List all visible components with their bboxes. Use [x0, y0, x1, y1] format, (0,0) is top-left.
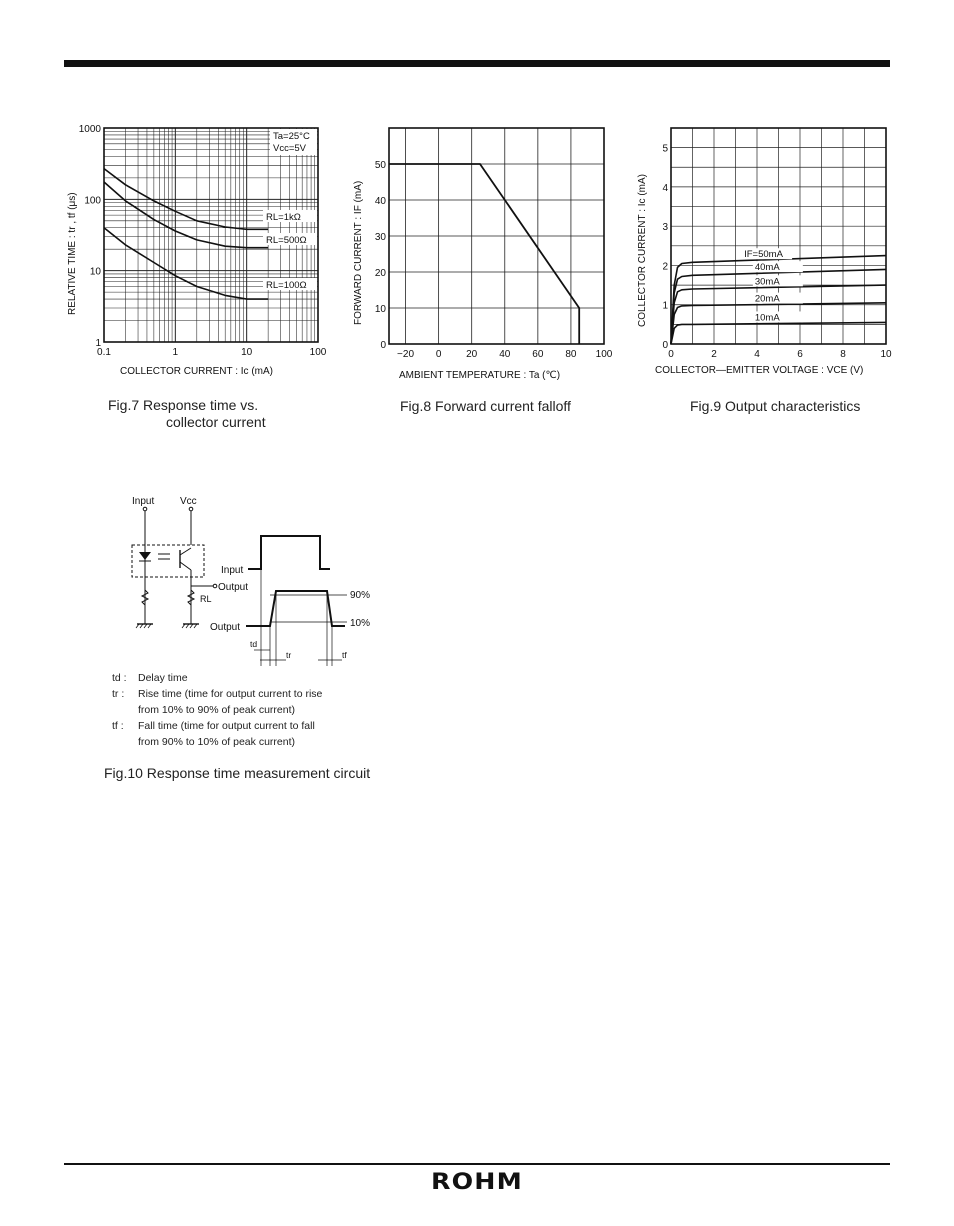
fig7-series-label-500: RL=500Ω	[266, 235, 307, 246]
legend-row-tr-cont: from 10% to 90% of peak current)	[138, 704, 295, 716]
fig8-caption: Fig.8 Forward current falloff	[400, 398, 571, 414]
fig8-ylabel: FORWARD CURRENT : IF (mA)	[353, 180, 364, 325]
fig9-xtick: 0	[668, 349, 674, 360]
wave-90-label: 90%	[350, 590, 371, 601]
fig10-circuit	[110, 490, 380, 670]
circuit-output-label: Output	[218, 582, 249, 593]
fig8-ytick: 40	[374, 196, 386, 207]
fig9-ytick: 4	[662, 182, 668, 194]
fig8-xtick: 0	[435, 349, 442, 360]
fig9-caption: Fig.9 Output characteristics	[690, 398, 861, 414]
top-rule	[64, 60, 890, 67]
fig9-ytick: 2	[662, 261, 668, 273]
fig7-xtick: 100	[309, 347, 327, 358]
fig8-xtick: 20	[466, 349, 478, 360]
wave-td-label: td	[250, 639, 258, 649]
wave-input-trace	[248, 536, 330, 569]
fig7-xtick: 0.1	[97, 347, 111, 358]
circuit-input-label: Input	[132, 496, 155, 507]
fig9-xtick: 8	[840, 349, 846, 360]
legend-row-tr: tr : Rise time (time for output current to rise	[112, 688, 323, 700]
fig10-caption: Fig.10 Response time measurement circuit	[104, 765, 371, 781]
fig9-ylabel: COLLECTOR CURRENT : Ic (mA)	[637, 174, 648, 327]
fig8-ytick: 0	[380, 340, 386, 351]
legend-row-tf-cont: from 90% to 10% of peak current)	[138, 736, 295, 748]
fig7-ytick: 10	[89, 266, 101, 278]
fig7-series-label-100: RL=100Ω	[266, 280, 307, 291]
fig7-ytick: 100	[84, 195, 101, 207]
fig9-ytick: 0	[662, 340, 668, 351]
fig9-series-label: 30mA	[754, 276, 780, 288]
fig9-series-label: IF=50mA	[744, 249, 783, 261]
fig8-chart	[345, 115, 625, 385]
fig7-chart	[60, 115, 340, 385]
fig7-condition-vcc: Vcc=5V	[273, 143, 307, 154]
fig7-caption-line2: collector current	[166, 414, 266, 430]
fig8-ytick: 20	[374, 268, 386, 279]
wave-input-label: Input	[221, 565, 244, 576]
fig8-xtick: −20	[397, 349, 415, 360]
fig9-xlabel: COLLECTOR—EMITTER VOLTAGE : VCE (V)	[655, 365, 864, 376]
fig9-chart	[630, 115, 900, 385]
wave-output-label: Output	[210, 622, 241, 633]
fig9-series-label: 40mA	[754, 262, 780, 274]
fig8-series-0	[389, 164, 579, 344]
fig8-xtick: 100	[595, 349, 613, 360]
fig7-xtick: 1	[172, 347, 179, 358]
fig9-xtick: 10	[880, 349, 892, 360]
fig7-ytick: 1000	[78, 124, 101, 135]
fig9-series-label: 10mA	[754, 312, 780, 324]
wave-10-label: 10%	[350, 618, 371, 629]
fig9-xtick: 4	[754, 349, 760, 360]
legend-row-tf: tf : Fall time (time for output current to fall	[112, 720, 315, 732]
legend-row-td: td : Delay time	[112, 672, 188, 684]
fig8-xtick: 60	[532, 349, 544, 360]
rohm-logo: ROHM	[431, 1170, 523, 1195]
fig8-xtick: 80	[565, 349, 577, 360]
bottom-rule	[64, 1163, 890, 1165]
fig9-ytick: 5	[662, 143, 668, 155]
fig9-ytick: 1	[662, 300, 668, 312]
fig7-condition-ta: Ta=25°C	[273, 131, 310, 142]
fig8-ytick: 50	[374, 160, 386, 171]
fig7-xtick: 10	[241, 347, 253, 358]
fig7-xlabel: COLLECTOR CURRENT : Ic (mA)	[120, 366, 273, 377]
fig9-ytick: 3	[662, 222, 668, 234]
fig8-ytick: 30	[374, 232, 386, 243]
fig7-ylabel: RELATIVE TIME : tr , tf (μs)	[67, 192, 78, 315]
fig9-xtick: 2	[711, 349, 717, 360]
fig7-series-label-1k: RL=1kΩ	[266, 212, 301, 223]
fig10-legend	[112, 670, 322, 750]
fig7-caption-line1: Fig.7 Response time vs.	[108, 397, 259, 413]
circuit-vcc-label: Vcc	[180, 496, 197, 507]
fig8-xlabel: AMBIENT TEMPERATURE : Ta (℃)	[399, 370, 561, 381]
fig8-xtick: 40	[499, 349, 511, 360]
circuit-rl-label: RL	[200, 594, 212, 604]
fig9-xtick: 6	[797, 349, 803, 360]
fig8-ytick: 10	[374, 304, 386, 315]
fig7-ytick: 1	[95, 338, 101, 349]
wave-tr-label: tr	[286, 650, 292, 660]
wave-tf-label: tf	[342, 650, 347, 660]
fig9-series-label: 20mA	[754, 293, 780, 305]
